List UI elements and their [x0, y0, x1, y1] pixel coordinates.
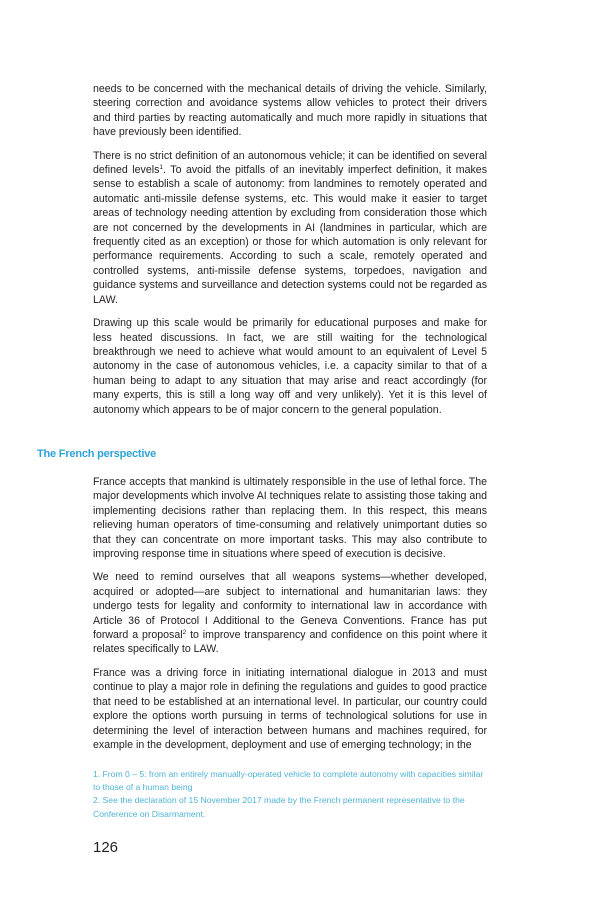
paragraph: needs to be concerned with the mechanical details of driving the vehicle. Similarly, steering correction and avoidance systems allow vehicles to protect their drivers and third parties by reacting automatically and much more rapidly in situations that have previously been identified.	[93, 83, 487, 139]
footnote-2: 2. See the declaration of 15 November 2017 made by the French permanent representative to the Conference on Disarmament.	[93, 795, 465, 819]
paragraph-text: . To avoid the pitfalls of an inevitably imperfect definition, it makes sense to establish a scale of autonomy: from landmines to remotely operated and automatic anti-missile defense systems, etc. This would make it easier to target areas of technology needing attention by excluding from consideration those which are not concerned by the developments in AI (landmines in particular, which are frequently cited as an exception) or those for which automation is only relevant for performance requirements. According to such a scale, remotely operated and controlled systems, anti-missile defense systems, torpedoes, navigation and guidance systems and surveillance and detection systems could not be regarded as LAW.	[93, 164, 487, 306]
section-heading: The French perspective	[37, 448, 157, 460]
footnote-ref[interactable]: 1	[159, 164, 163, 172]
paragraph: France accepts that mankind is ultimately responsible in the use of lethal force. The major developments which involve AI techniques relate to assisting those taking and implementing decisions rather than replacing them. In this respect, this means relieving human operators of time-consuming and relatively unimportant duties so that they can concentrate on more important tasks. This may also contribute to improving response time in situations where speed of execution is decisive.	[93, 476, 487, 561]
section-intro	[93, 82, 487, 426]
paragraph	[93, 570, 487, 656]
paragraph	[93, 149, 487, 307]
paragraph: France was a driving force in initiating international dialogue in 2013 and must continue to play a major role in defining the regulations and guides to good practice that need to be established at an international level. In particular, our country could explore the options worth pursuing in terms of technological solutions for use in determining the level of interaction between humans and machines required, for example in the development, deployment and use of emerging technology; in the	[93, 666, 487, 751]
footnotes	[93, 768, 487, 821]
footnote-ref[interactable]: 2	[182, 629, 187, 637]
paragraph-text: There is no strict definition of an autonomous vehicle; it can be identified on several defined levels	[93, 149, 487, 177]
section-french-perspective	[93, 475, 487, 761]
paragraph-text: to improve transparency and confidence on this point where it relates specifically to LAW.	[93, 629, 487, 656]
paragraph-text: We need to remind ourselves that all weapons systems—whether developed, acquired or adopted—are subject to international and humanitarian laws: they undergo tests for legality and conformity to international law in accordance with Article 36 of Protocol I Additional to the Geneva Conventions. France has put forward a proposal	[93, 571, 487, 642]
page-number: 126	[93, 839, 119, 856]
paragraph: Drawing up this scale would be primarily for educational purposes and make for less heated discussions. In fact, we are still waiting for the technological breakthrough we need to achieve what would amount to an equivalent of Level 5 autonomy in the case of autonomous vehicles, i.e. a capacity similar to that of a human being to adapt to any situation that may arise and react accordingly (for many experts, this is still a long way off and very unlikely). Yet it is this level of autonomy which appears to be of major concern to the general population.	[93, 317, 487, 416]
footnote-1: 1. From 0 – 5: from an entirely manually-operated vehicle to complete autonomy with capacities similar to those of a human being	[93, 769, 484, 793]
